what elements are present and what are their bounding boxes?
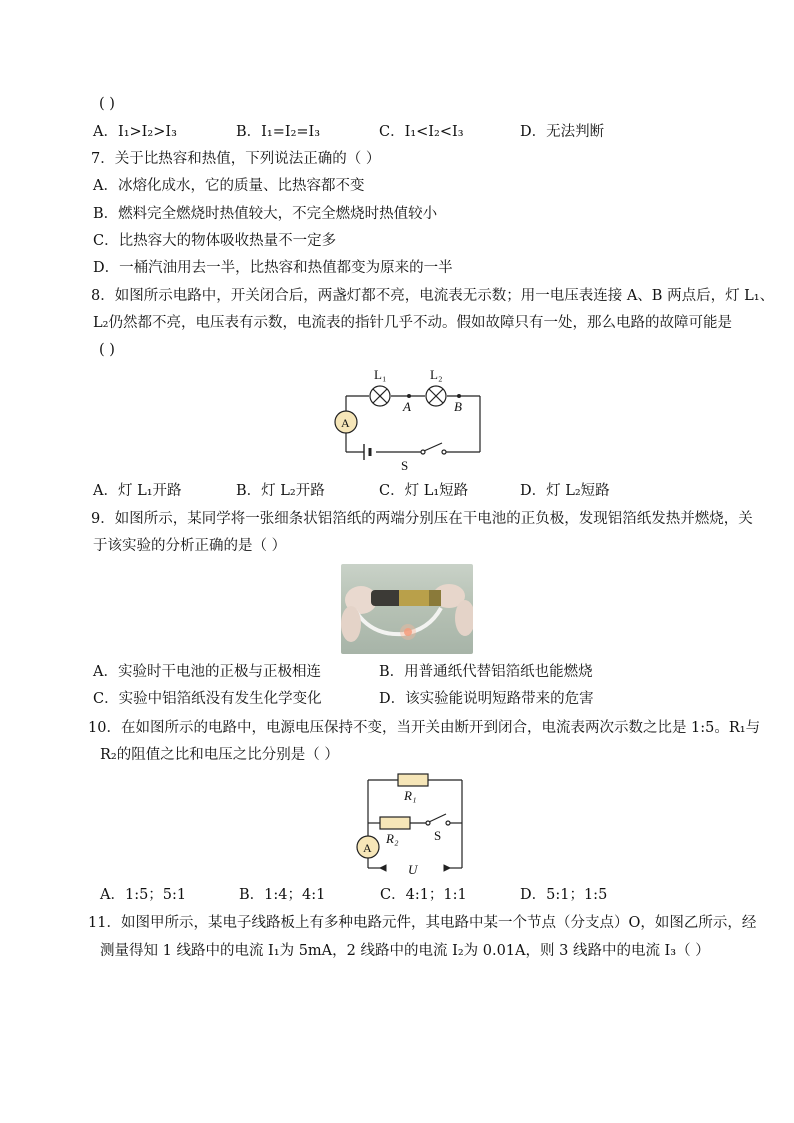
point-a-dot <box>407 394 411 398</box>
q7-option-b[interactable]: B．燃料完全燃烧时热值较大，不完全燃烧时热值较小 <box>93 206 438 222</box>
battery-icon <box>364 444 370 460</box>
battery-foil-photo <box>341 564 473 654</box>
q8-circuit-diagram <box>326 364 486 474</box>
q6-option-d[interactable] <box>520 122 604 142</box>
point-a-label: A <box>403 399 411 414</box>
q7-stem: 7．关于比热容和热值，下列说法正确的（ ） <box>91 151 381 167</box>
q6-option-d-text: 无法判断 <box>546 124 605 140</box>
resistor-r2-icon <box>380 817 410 829</box>
q11-stem-line1: 11．如图甲所示，某电子线路板上有多种电路元件，其电路中某一个节点（分支点）O，如图乙所示，经 <box>88 915 757 931</box>
lamp-l1-label: L₁ <box>374 367 387 382</box>
q10-circuit-diagram <box>340 768 480 880</box>
q7-option-d[interactable]: D．一桶汽油用去一半，比热容和热值都变为原来的一半 <box>93 260 453 276</box>
q10-option-d[interactable]: D．5:1；1:5 <box>520 887 608 903</box>
lamp-l1-icon <box>370 386 390 406</box>
switch-icon <box>426 814 450 825</box>
q6-option-c-prefix: C． <box>379 124 405 140</box>
q8-stem-line1: 8．如图所示电路中，开关闭合后，两盏灯都不亮，电流表无示数；用一电压表连接 A、B 两点后，灯 L₁、 <box>91 288 775 304</box>
q8-answer-bracket: ( ) <box>99 342 115 358</box>
q10-stem-line2: R₂的阻值之比和电压之比分别是（ ） <box>100 747 339 763</box>
q8-option-d[interactable]: D．灯 L₂短路 <box>520 483 610 499</box>
resistor-r1-icon <box>398 774 428 786</box>
q9-option-a[interactable]: A．实验时干电池的正极与正极相连 <box>93 664 321 680</box>
q6-option-b-text: I₁=I₂=I₃ <box>261 124 321 140</box>
q9-option-d[interactable]: D．该实验能说明短路带来的危害 <box>379 691 594 707</box>
point-b-dot <box>457 394 461 398</box>
q6-answer-bracket: ( ) <box>99 96 115 112</box>
q8-option-c[interactable]: C．灯 L₁短路 <box>379 483 469 499</box>
q9-option-c[interactable]: C．实验中铝箔纸没有发生化学变化 <box>93 691 322 707</box>
q7-option-c[interactable]: C．比热容大的物体吸收热量不一定多 <box>93 233 337 249</box>
voltage-label: U <box>408 862 418 877</box>
q6-option-a-text: I₁>I₂>I₃ <box>117 124 177 140</box>
lamp-l2-icon <box>426 386 446 406</box>
q6-option-b-prefix: B． <box>236 124 262 140</box>
ammeter-label: A <box>363 841 372 855</box>
q11-stem-line2: 测量得知 1 线路中的电流 I₁为 5mA，2 线路中的电流 I₂为 0.01A，则 3 线路中的电流 I₃（ ） <box>100 943 710 959</box>
battery-foil-illustration <box>341 564 473 654</box>
q9-stem-line2: 于该实验的分析正确的是（ ） <box>93 538 287 554</box>
switch-icon <box>421 443 446 454</box>
q6-option-c-text: I₁<I₂<I₃ <box>404 124 464 140</box>
q10-option-b[interactable]: B．1:4；4:1 <box>239 887 326 903</box>
switch-label: S <box>401 458 409 473</box>
q6-option-d-prefix: D． <box>520 124 547 140</box>
switch-label: S <box>434 828 442 843</box>
ammeter-label: A <box>341 416 350 430</box>
q10-option-c[interactable]: C．4:1；1:1 <box>380 887 467 903</box>
lamp-l2-label: L₂ <box>430 367 443 382</box>
q8-option-b[interactable]: B．灯 L₂开路 <box>236 483 325 499</box>
q6-option-a-prefix: A． <box>93 124 118 140</box>
q9-stem-line1: 9．如图所示，某同学将一张细条状铝箔纸的两端分别压在干电池的正负极，发现铝箔纸发热并燃烧，关 <box>91 511 753 527</box>
q8-option-a[interactable]: A．灯 L₁开路 <box>93 483 182 499</box>
q6-option-b[interactable] <box>236 122 320 142</box>
q10-option-a[interactable]: A．1:5；5:1 <box>100 887 187 903</box>
q9-option-b[interactable]: B．用普通纸代替铝箔纸也能燃烧 <box>379 664 593 680</box>
q10-stem-line1: 10．在如图所示的电路中，电源电压保持不变，当开关由断开到闭合，电流表两次示数之比是 1:5。R₁与 <box>88 720 761 736</box>
q6-option-c[interactable] <box>379 122 464 142</box>
q6-option-a[interactable] <box>93 122 177 142</box>
q7-option-a[interactable]: A．冰熔化成水，它的质量、比热容都不变 <box>93 178 365 194</box>
q8-stem-line2: L₂仍然都不亮，电压表有示数，电流表的指针几乎不动。假如故障只有一处，那么电路的故障可能是 <box>93 315 732 331</box>
resistor-r2-label: R₂ <box>386 831 399 846</box>
point-b-label: B <box>454 399 462 414</box>
resistor-r1-label: R₁ <box>404 788 417 803</box>
